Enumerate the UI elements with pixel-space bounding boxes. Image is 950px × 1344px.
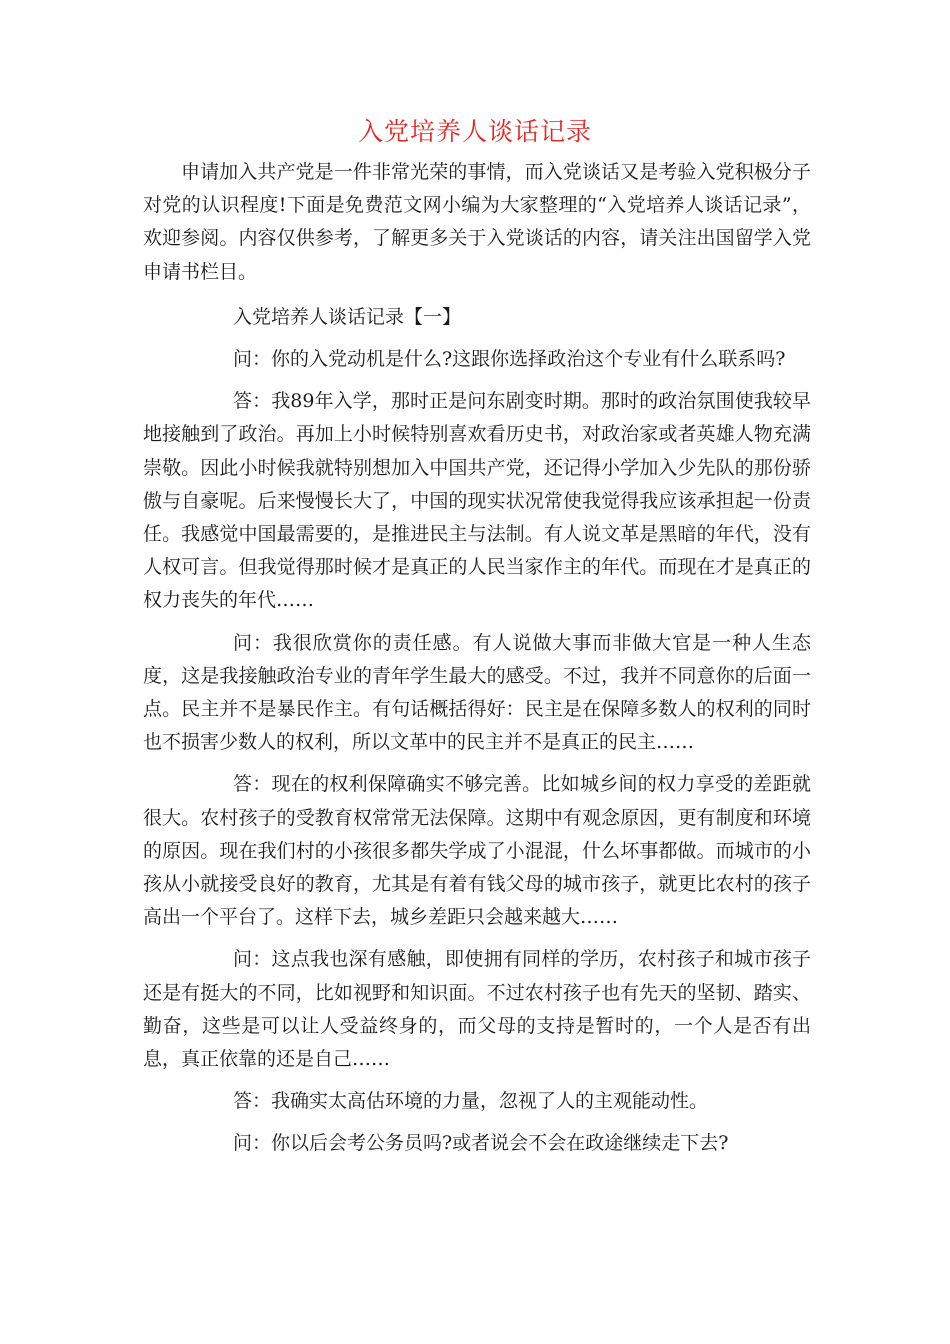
answer-paragraph: 答：我确实太高估环境的力量，忽视了人的主观能动性。 [233,1090,709,1113]
document-title: 入党培养人谈话记录 [357,117,592,146]
intro-paragraph: 申请加入共产党是一件非常光荣的事情，而入党谈话又是考验入党积极分子对党的认识程度!下面是免费范文网小编为大家整理的“入党培养人谈话记录”，欢迎参阅。内容仅供参考，了解更多关于入党谈话的内容，请关注出国留学入党申请书栏目。 [143,161,811,283]
answer-paragraph: 答：我89年入学，那时正是问东剧变时期。那时的政治氛围使我较早地接触到了政治。再加上小时候特别喜欢看历史书，对政治家或者英雄人物充满崇敬。因此小时候我就特别想加入中国共产党，还记得小学加入少先队的那份骄傲与自豪呢。后来慢慢长大了，中国的现实状况常使我觉得我应该承担起一份责任。我感觉中国最需要的，是推进民主与法制。有人说文革是黑暗的年代，没有人权可言。但我觉得那时候才是真正的人民当家作主的年代。而现在才是真正的权力丧失的年代…… [143,390,811,612]
section-heading: 入党培养人谈话记录【一】 [233,305,462,328]
question-paragraph: 问：我很欣赏你的责任感。有人说做大事而非做大官是一种人生态度，这是我接触政治专业的青年学生最大的感受。不过，我并不同意你的后面一点。民主并不是暴民作主。有句话概括得好：民主是在保障多数人的权利的同时也不损害少数人的权利，所以文革中的民主并不是真正的民主…… [143,631,811,754]
question-paragraph: 问：你以后会考公务员吗?或者说会不会在政途继续走下去? [233,1132,729,1155]
question-paragraph: 问：这点我也深有感触，即使拥有同样的学历，农村孩子和城市孩子还是有挺大的不同，比如视野和知识面。不过农村孩子也有先天的坚韧、踏实、勤奋，这些是可以让人受益终身的，而父母的支持是暂时的，一个人是否有出息，真正依靠的还是自己…… [143,948,811,1071]
answer-paragraph: 答：现在的权利保障确实不够完善。比如城乡间的权力享受的差距就很大。农村孩子的受教育权常常无法保障。这期中有观念原因，更有制度和环境的原因。现在我们村的小孩很多都失学成了小混混，什么坏事都做。而城市的小孩从小就接受良好的教育，尤其是有着有钱父母的城市孩子，就更比农村的孩子高出一个平台了。这样下去，城乡差距只会越来越大…… [143,773,811,929]
document-body [143,156,811,1161]
question-paragraph: 问：你的入党动机是什么?这跟你选择政治这个专业有什么联系吗? [233,348,786,371]
